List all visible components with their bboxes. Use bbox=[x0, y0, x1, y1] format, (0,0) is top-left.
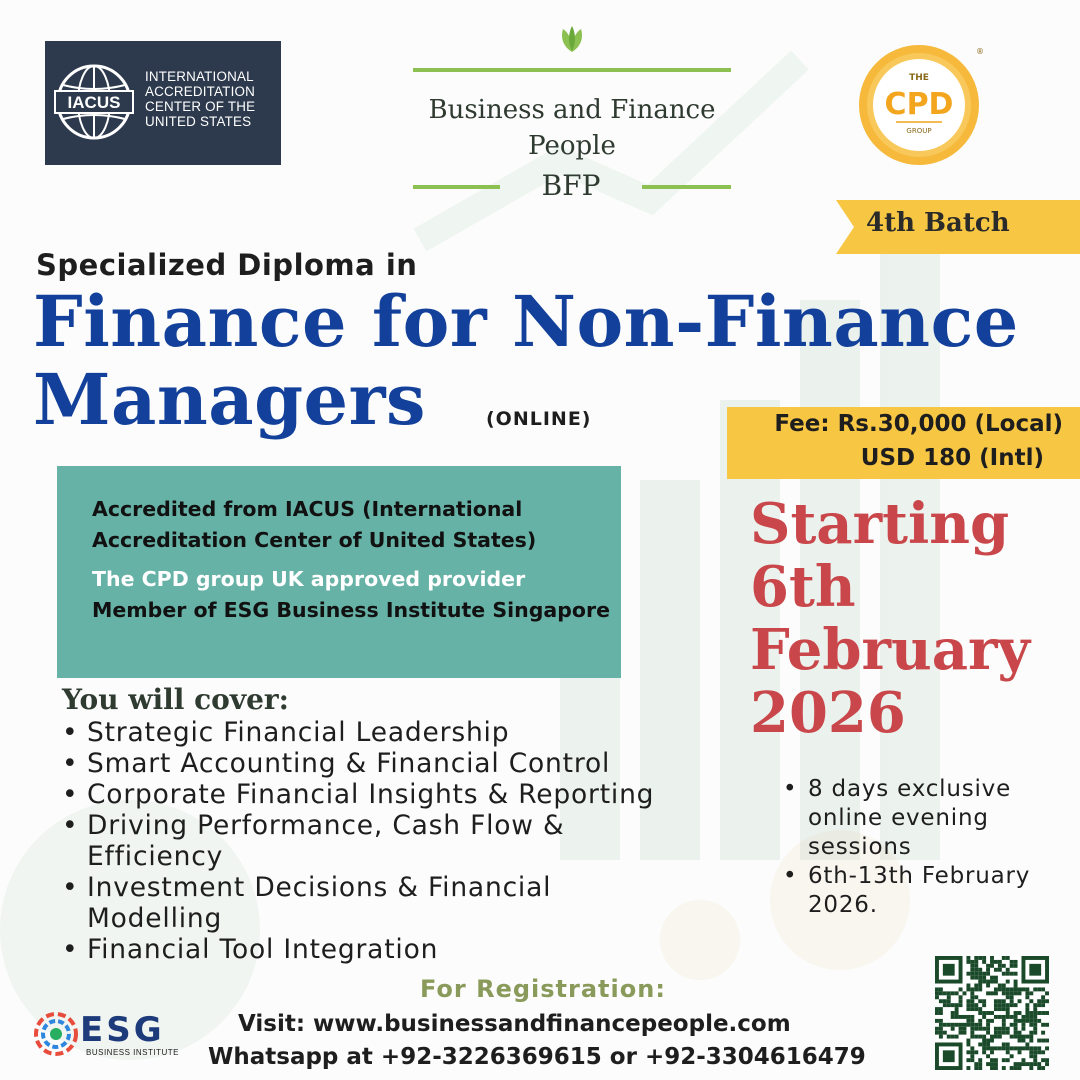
cpd-seal-icon bbox=[856, 42, 986, 172]
bfp-divider-right bbox=[642, 185, 731, 189]
list-item: • Financial Tool Integration bbox=[62, 934, 702, 965]
esg-logo bbox=[34, 1010, 184, 1066]
accreditation-esg: Member of ESG Business Institute Singapore bbox=[92, 598, 610, 622]
iacus-full-name bbox=[145, 69, 275, 129]
cpd-registered-mark: ® bbox=[976, 47, 984, 56]
program-title-line: Managers bbox=[33, 358, 426, 441]
accreditation-cpd: The CPD group UK approved provider bbox=[92, 567, 526, 591]
program-title-line: Finance for Non-Finance bbox=[33, 280, 1019, 363]
esg-wordmark: ESG bbox=[80, 1010, 165, 1050]
accreditation-iacus: Accredited from IACUS (International Accreditation Center of United States) bbox=[92, 497, 537, 552]
list-item: • Smart Accounting & Financial Control bbox=[62, 748, 702, 779]
cpd-bottom-text: GROUP bbox=[906, 127, 932, 135]
fee-international: USD 180 (Intl) bbox=[860, 445, 1044, 471]
cpd-top-text: THE bbox=[909, 73, 929, 83]
esg-globe-icon bbox=[34, 1012, 78, 1056]
start-date-line: 6th bbox=[750, 554, 856, 620]
cpd-main-text: CPD bbox=[884, 87, 954, 122]
bfp-name bbox=[413, 92, 731, 164]
list-item: • 8 days exclusive online evening sessions bbox=[783, 775, 1038, 862]
iacus-name-line: INTERNATIONAL bbox=[145, 69, 254, 84]
fee-local: Fee: Rs.30,000 (Local) bbox=[774, 411, 1063, 437]
registration-heading: For Registration: bbox=[420, 975, 666, 1003]
qr-code-icon[interactable] bbox=[935, 956, 1049, 1070]
cover-heading: You will cover: bbox=[62, 683, 289, 716]
bfp-name-line: People bbox=[528, 131, 616, 161]
bfp-abbr: BFP bbox=[541, 169, 601, 202]
leaf-icon bbox=[555, 25, 589, 53]
session-details bbox=[783, 775, 1063, 920]
accreditation-box bbox=[57, 466, 621, 678]
list-item: • Driving Performance, Cash Flow & Efficiency bbox=[62, 810, 587, 872]
bfp-divider-left bbox=[413, 185, 500, 189]
esg-subtitle: BUSINESS INSTITUTE bbox=[86, 1048, 180, 1057]
iacus-name-line: ACCREDITATION bbox=[145, 84, 255, 99]
delivery-mode: (ONLINE) bbox=[486, 408, 592, 430]
list-item: • Corporate Financial Insights & Reporting bbox=[62, 779, 702, 810]
list-item: • Investment Decisions & Financial Modelling bbox=[62, 872, 567, 934]
start-date-line: February bbox=[750, 617, 1031, 683]
fee-ribbon bbox=[727, 407, 1080, 479]
bfp-divider-top bbox=[413, 68, 731, 72]
registration-website[interactable]: Visit: www.businessandfinancepeople.com bbox=[238, 1011, 791, 1037]
registration-whatsapp[interactable]: Whatsapp at +92-3226369615 or +92-3304616479 bbox=[208, 1044, 866, 1070]
program-subtitle: Specialized Diploma in bbox=[36, 248, 418, 282]
batch-ribbon bbox=[836, 200, 1080, 254]
start-date-line: Starting bbox=[750, 491, 1010, 557]
cpd-group-badge bbox=[856, 42, 986, 172]
iacus-name-line: UNITED STATES bbox=[145, 114, 252, 129]
start-date bbox=[750, 493, 1070, 745]
iacus-name-line: CENTER OF THE bbox=[145, 99, 256, 114]
list-item: • 6th-13th February 2026. bbox=[783, 862, 1063, 920]
globe-icon bbox=[53, 61, 135, 143]
cover-list bbox=[62, 717, 702, 965]
list-item: • Strategic Financial Leadership bbox=[62, 717, 702, 748]
batch-label: 4th Batch bbox=[866, 208, 1010, 238]
start-date-line: 2026 bbox=[750, 680, 906, 746]
iacus-abbr: IACUS bbox=[67, 93, 121, 112]
iacus-logo bbox=[45, 41, 281, 165]
bfp-name-line: Business and Finance bbox=[428, 95, 716, 125]
